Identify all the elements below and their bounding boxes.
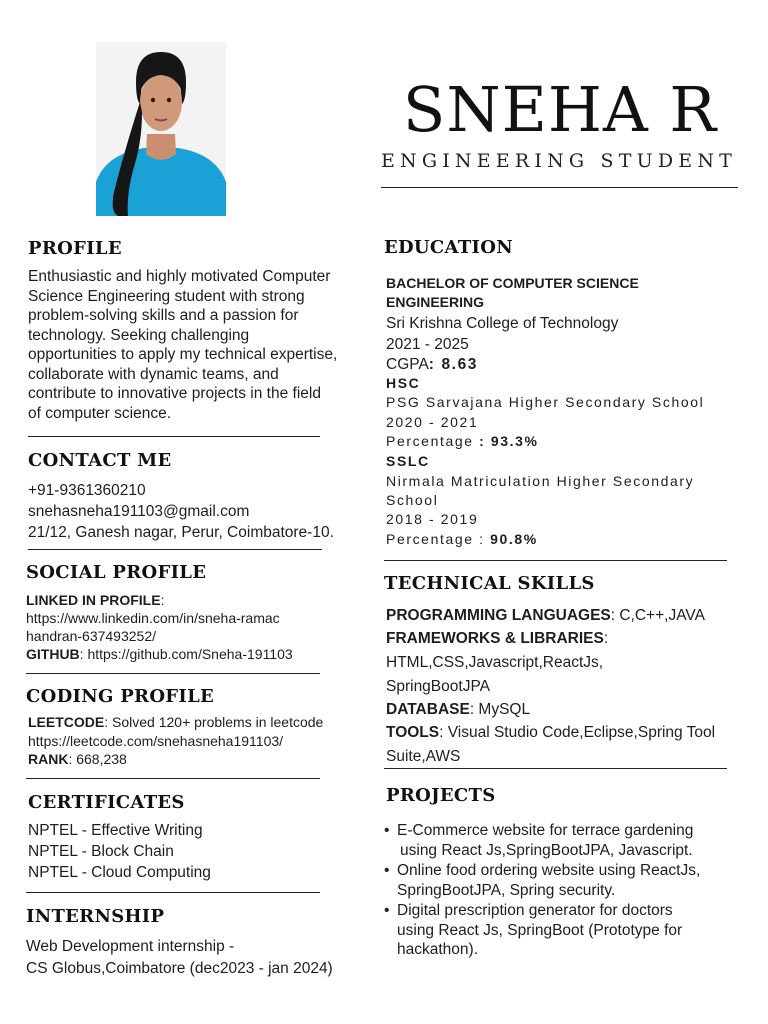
hsc-school: PSG Sarvajana Higher Secondary School [386, 394, 705, 410]
certificates-divider [26, 892, 320, 893]
coding-heading: CODING PROFILE [26, 686, 215, 707]
college-years: 2021 - 2025 [386, 336, 469, 353]
rank-label: RANK [28, 751, 69, 767]
sslc-percentage-row [386, 530, 538, 549]
skills-fw-colon: : [603, 630, 609, 647]
skills-divider [384, 768, 727, 769]
internship-line1: Web Development internship - [26, 938, 235, 955]
skills-tools-value-line2: Suite,AWS [386, 748, 461, 765]
list-item [384, 861, 724, 900]
certificate-item: NPTEL - Effective Writing [28, 822, 203, 839]
contact-phone: +91-9361360210 [28, 482, 146, 499]
degree-title: ENGINEERING [386, 294, 485, 310]
skills-database-row [386, 700, 530, 720]
linkedin-url-line2[interactable]: handran-637493252/ [26, 628, 157, 644]
cgpa-label: CGPA [386, 356, 429, 373]
hsc-row [386, 374, 420, 393]
certificates-heading: CERTIFICATES [28, 792, 185, 813]
sslc-school-line1: Nirmala Matriculation Higher Secondary [386, 473, 695, 489]
linkedin-row: LINKED IN PROFILE: [26, 592, 165, 608]
skills-tools-row [386, 723, 715, 743]
linkedin-url-line1[interactable]: https://www.linkedin.com/in/sneha-ramac [26, 610, 280, 626]
leetcode-row: LEETCODE: Solved 120+ problems in leetcode [28, 714, 324, 730]
profile-photo [96, 42, 226, 216]
project-line: using React Js, SpringBoot (Prototype for [397, 921, 683, 939]
profile-summary: Enthusiastic and highly motivated Computer Science Engineering student with strong problem-solving skills and a passion for technology. Seeking challenging opportunities to apply my technical expertise, collaborate with dynamic teams, and contribute to innovative projects in the field of computer science. [28, 268, 338, 422]
leetcode-label: LEETCODE [28, 714, 105, 730]
hsc-pct-value: : 93.3% [479, 433, 539, 449]
hsc-years: 2020 - 2021 [386, 414, 479, 430]
cgpa-value: : 8.63 [428, 356, 479, 373]
skills-db-value: : MySQL [469, 701, 531, 718]
skills-prog-value: : C,C++,JAVA [610, 607, 705, 624]
sslc-years: 2018 - 2019 [386, 511, 479, 527]
internship-line2: CS Globus,Coimbatore (dec2023 - jan 2024) [26, 960, 333, 977]
project-line: using React Js,SpringBootJPA, Javascript. [400, 841, 693, 859]
contact-divider [28, 549, 322, 550]
degree-line2 [386, 293, 484, 312]
internship-heading: INTERNSHIP [26, 906, 165, 927]
cgpa-row [386, 355, 478, 375]
certificate-item: NPTEL - Cloud Computing [28, 864, 211, 881]
rank-row: RANK: 668,238 [28, 751, 127, 767]
skills-tools-label: TOOLS [386, 724, 440, 741]
list-item [384, 821, 724, 860]
header-divider [381, 187, 738, 188]
project-line: • Online food ordering website using ReactJs, [397, 862, 701, 879]
project-line: SpringBootJPA, Spring security. [397, 881, 616, 899]
hsc-percentage-row [386, 432, 539, 451]
profile-heading: PROFILE [28, 238, 122, 259]
skills-fw-value-line1: HTML,CSS,Javascript,ReactJs, [386, 654, 604, 671]
leetcode-text: Solved 120+ problems in leetcode [112, 714, 324, 730]
sslc-row [386, 452, 430, 471]
github-row: GITHUB: https://github.com/Sneha-191103 [26, 646, 293, 662]
github-url[interactable]: https://github.com/Sneha-191103 [87, 646, 293, 662]
github-label: GITHUB [26, 646, 80, 662]
social-divider [26, 673, 320, 674]
contact-address: 21/12, Ganesh nagar, Perur, Coimbatore-10. [28, 524, 334, 541]
skills-frameworks-row [386, 629, 608, 649]
project-line: • Digital prescription generator for doctors [397, 902, 673, 919]
social-heading: SOCIAL PROFILE [26, 562, 207, 583]
skills-fw-label: FRAMEWORKS & LIBRARIES [386, 630, 604, 647]
degree-title: BACHELOR OF COMPUTER SCIENCE [386, 275, 639, 291]
contact-heading: CONTACT ME [28, 450, 172, 471]
projects-heading: PROJECTS [386, 785, 496, 806]
sslc-pct-label: Percentage : [386, 531, 485, 547]
linkedin-label: LINKED IN PROFILE [26, 592, 161, 608]
contact-email[interactable]: snehasneha191103@gmail.com [28, 503, 250, 520]
skills-programming-row [386, 606, 705, 626]
sslc-pct-value: 90.8% [490, 531, 538, 547]
candidate-role: ENGINEERING STUDENT [380, 150, 738, 172]
sslc-title: SSLC [386, 453, 430, 469]
hsc-pct-label: Percentage [386, 433, 474, 449]
skills-fw-value-line2: SpringBootJPA [386, 678, 490, 695]
projects-list [384, 821, 724, 961]
certificate-item: NPTEL - Block Chain [28, 843, 174, 860]
college-name: Sri Krishna College of Technology [386, 315, 619, 332]
list-item [384, 901, 724, 960]
rank-value: 668,238 [76, 751, 127, 767]
skills-prog-label: PROGRAMMING LANGUAGES [386, 607, 611, 624]
skills-tools-value: : Visual Studio Code,Eclipse,Spring Tool [439, 724, 716, 741]
education-heading: EDUCATION [384, 237, 513, 258]
skills-db-label: DATABASE [386, 701, 470, 718]
skills-heading: TECHNICAL SKILLS [384, 573, 595, 594]
project-line: hackathon). [397, 941, 478, 958]
degree-line1 [386, 274, 639, 293]
education-divider [384, 560, 727, 561]
candidate-name: SNEHA R [402, 73, 718, 146]
portrait-illustration [96, 42, 226, 216]
project-line: • E-Commerce website for terrace gardening [397, 822, 694, 839]
profile-divider [28, 436, 320, 437]
coding-divider [26, 778, 320, 779]
leetcode-url[interactable]: https://leetcode.com/snehasneha191103/ [28, 733, 284, 749]
hsc-title: HSC [386, 375, 421, 391]
sslc-school-line2: School [386, 492, 439, 508]
